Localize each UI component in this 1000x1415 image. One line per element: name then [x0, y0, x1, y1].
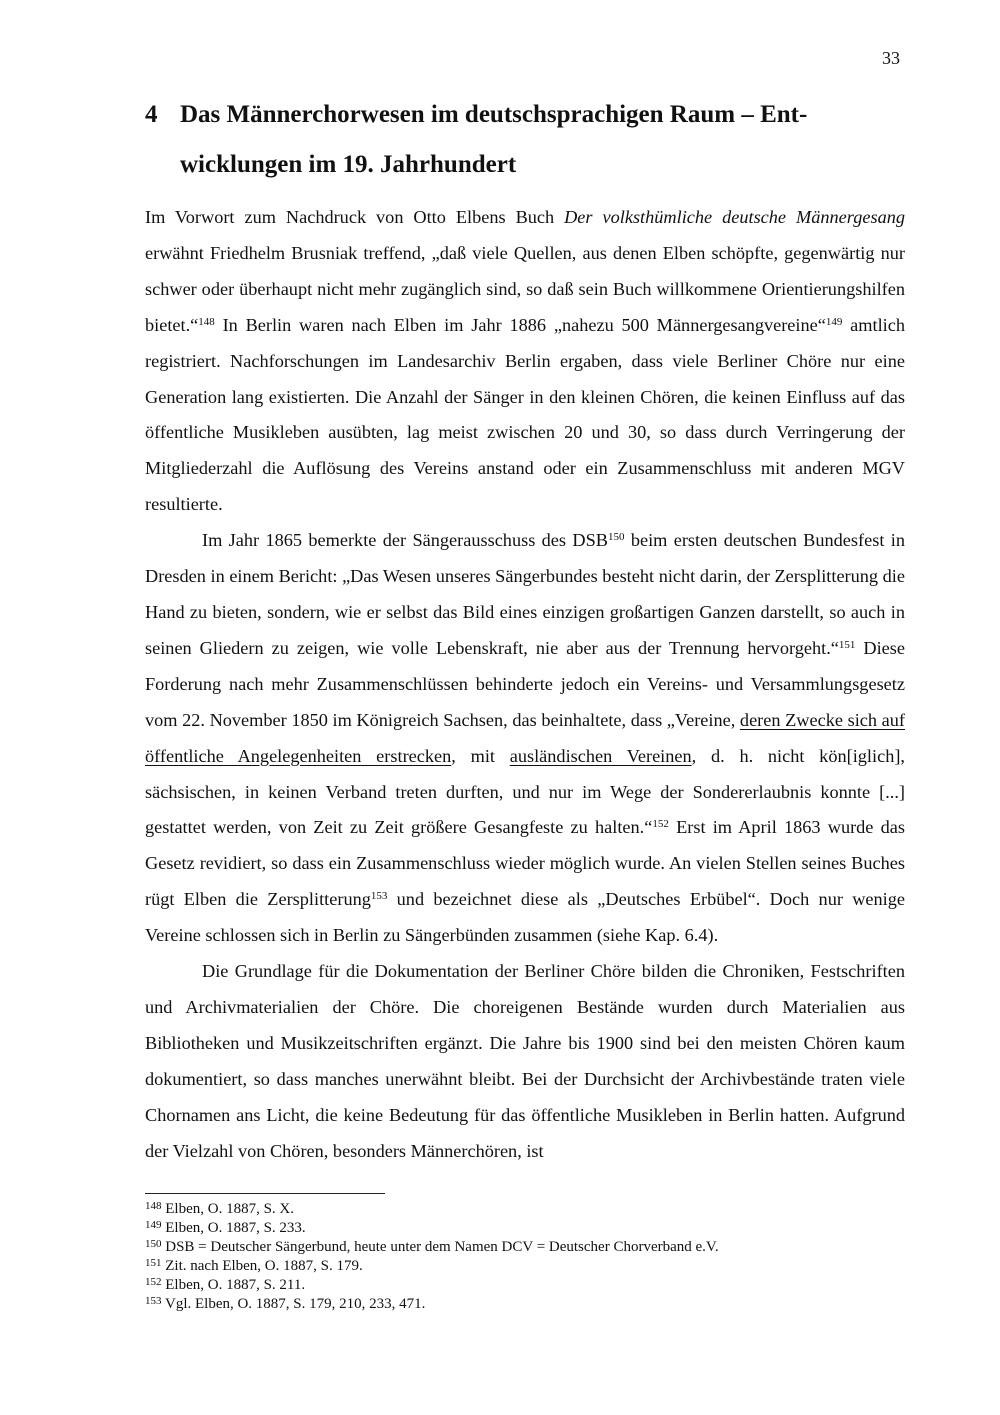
footnote-divider: [145, 1193, 385, 1194]
footnote-150: [145, 1238, 905, 1257]
footnote-text: Vgl. Elben, O. 1887, S. 179, 210, 233, 471.: [164, 1296, 426, 1312]
footnotes: [145, 1200, 905, 1314]
book-title: Der volksthümliche deutsche Männergesang: [564, 207, 905, 227]
chapter-heading: [145, 90, 865, 190]
footnote-text: Elben, O. 1887, S. X.: [165, 1201, 294, 1217]
footnote-148: [145, 1200, 905, 1219]
text-run: amtlich registriert. Nachforschungen im Landesarchiv Berlin ergaben, dass viele Berliner Chöre nur eine Generation lang existierten. Die Anzahl der Sänger in den kleinen Chören, die keinen Einfluss auf das öffentliche Musikleben ausübten, lag meist zwischen 20 und 30, so dass durch Verringerung der Mitgliederzahl die Auflösung des Vereins anstand oder ein Zusammenschluss mit anderen MGV resultierte.: [145, 314, 905, 515]
text-run: beim ersten deutschen Bundesfest in Dresden in einem Bericht: „Das Wesen unseres Sängerbundes besteht nicht darin, der Zersplitterung die Hand zu bieten, sondern, wie er selbst das Bild eines einzigen großartigen Ganzen darstellt, so auch in seinen Gliedern zu zeigen, wie volle Lebenskraft, nie aber aus der Trennung hervorgeht.“: [145, 530, 905, 658]
text-run: und bezeichnet diese als „Deutsches Erbübel“. Doch nur wenige Vereine schlossen sich in Berlin zu Sängerbünden zusammen (siehe Kap. 6.4).: [145, 889, 906, 946]
paragraph-1: [145, 200, 905, 523]
footnote-153: [145, 1295, 905, 1314]
chapter-title: Das Männerchorwesen im deutschsprachigen Raum – Entwicklungen im 19. Jahrhundert: [180, 101, 808, 178]
text-run: erwähnt Friedhelm Brusniak treffend, „daß viele Quellen, aus denen Elben schöpfte, gegenwärtig nur schwer oder überhaupt nicht mehr zugänglich sind, so daß sein Buch willkommene Orientierungshilfen bietet.“: [145, 242, 905, 335]
text-run: Die Grundlage für die Dokumentation der Berliner Chöre bilden die Chroniken, Festschriften und Archivmaterialien der Chöre. Die choreigenen Bestände wurden durch Materialien aus Bibliotheken und Musikzeitschriften ergänzt. Die Jahre bis 1900 sind bei den meisten Chören kaum dokumentiert, so dass manches unerwähnt bleibt. Bei der Durchsicht der Archivbestände traten viele Chornamen ans Licht, die keine Bedeutung für das öffentliche Musikleben in Berlin hatten. Aufgrund der Vielzahl von Chören, besonders Männerchören, ist: [145, 961, 905, 1161]
footnote-ref-153[interactable]: 153: [370, 890, 388, 903]
footnote-number: 148: [145, 1200, 162, 1212]
underlined-quote: ausländischen Vereinen: [509, 745, 692, 766]
footnote-ref-150[interactable]: 150: [607, 531, 625, 544]
footnote-text: Elben, O. 1887, S. 233.: [165, 1220, 306, 1236]
footnote-ref-152[interactable]: 152: [652, 818, 669, 831]
footnote-ref-151[interactable]: 151: [838, 638, 856, 651]
footnote-number: 149: [145, 1219, 162, 1231]
chapter-number: 4: [145, 101, 158, 128]
footnote-number: 151: [145, 1257, 162, 1269]
footnote-text: Zit. nach Elben, O. 1887, S. 179.: [165, 1258, 363, 1274]
footnote-149: [145, 1219, 905, 1238]
paragraph-2: [145, 523, 905, 954]
page-number: 33: [882, 48, 900, 68]
footnote-ref-149[interactable]: 149: [825, 315, 843, 328]
footnote-text: Elben, O. 1887, S. 211.: [165, 1277, 306, 1293]
text-run: Im Vorwort zum Nachdruck von Otto Elbens Buch: [145, 207, 565, 227]
footnote-text: DSB = Deutscher Sängerbund, heute unter dem Namen DCV = Deutscher Chorverband e.V.: [165, 1239, 719, 1255]
body-text: [145, 200, 905, 1169]
footnote-152: [145, 1276, 905, 1295]
footnote-number: 150: [145, 1238, 162, 1250]
underlined-quote: deren Zwecke sich auf öffentliche Angelegenheiten erstrecken: [145, 709, 905, 766]
text-run: Erst im April 1863 wurde das Gesetz revidiert, so dass ein Zusammenschluss wieder möglich wurde. An vielen Stellen seines Buches rügt Elben die Zersplitterung: [145, 817, 905, 910]
text-run: Diese Forderung nach mehr Zusammenschlüssen behinderte jedoch ein Vereins- und Versammlungsgesetz vom 22. November 1850 im Königreich Sachsen, das beinhaltete, dass „Vereine,: [145, 637, 905, 730]
paragraph-3: [145, 954, 905, 1169]
footnote-ref-148[interactable]: 148: [198, 315, 215, 328]
text-run: , mit: [451, 745, 510, 766]
text-run: Im Jahr 1865 bemerkte der Sängerausschuss des DSB: [202, 530, 608, 551]
footnote-151: [145, 1257, 905, 1276]
footnote-number: 153: [145, 1295, 162, 1307]
text-run: In Berlin waren nach Elben im Jahr 1886 „nahezu 500 Männergesangvereine“: [214, 314, 826, 335]
text-run: , d. h. nicht kön[iglich], sächsischen, in keinen Verband treten durften, und nur im Wege der Sondererlaubnis konnte [...] gestattet werden, von Zeit zu Zeit größere Gesangfeste zu halten.“: [145, 745, 905, 838]
footnote-number: 152: [145, 1276, 162, 1288]
